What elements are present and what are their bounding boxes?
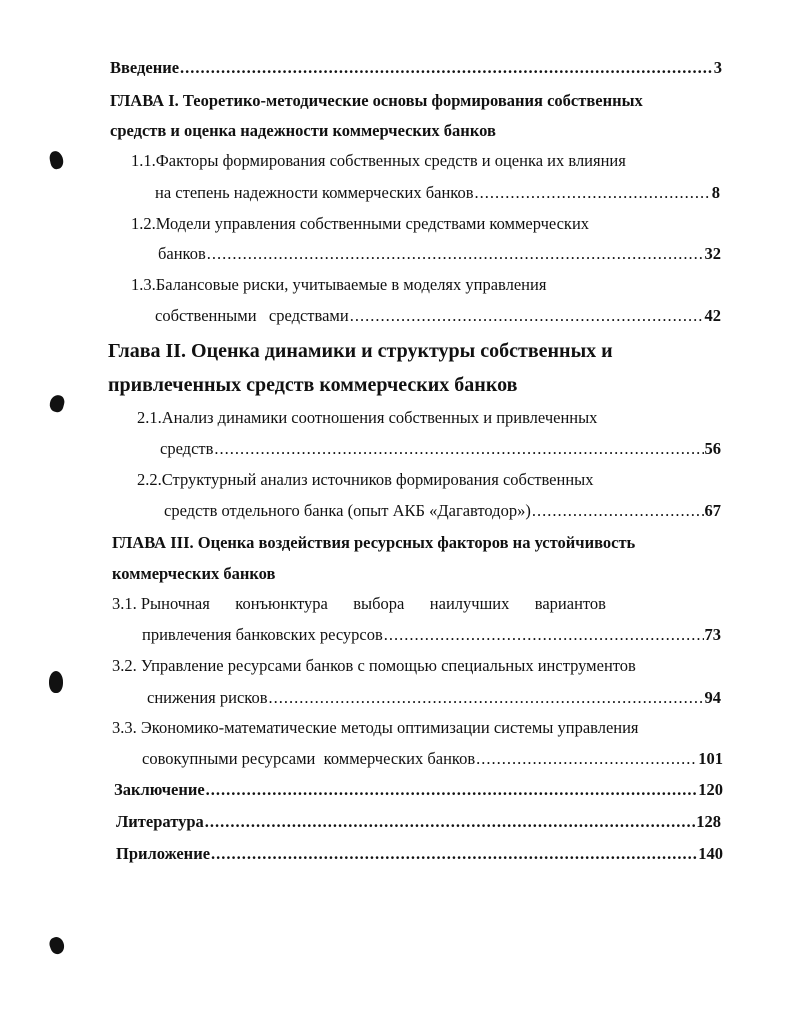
- toc-leader-dots: [211, 844, 697, 864]
- chapter-3-title-cont: коммерческих банков: [112, 564, 276, 583]
- toc-entry-label: Введение: [110, 58, 180, 77]
- chapter-1-title-cont: средств и оценка надежности коммерческих банков: [110, 121, 496, 140]
- toc-entry-label: Приложение: [116, 844, 211, 863]
- toc-page-number: 128: [696, 812, 721, 831]
- toc-word: 3.1. Рыночная: [112, 594, 210, 613]
- scan-punch-mark: [48, 150, 64, 170]
- toc-entry-conclusion: [114, 780, 723, 800]
- toc-page-number: 56: [704, 439, 721, 458]
- toc-word: конъюнктура: [235, 594, 328, 613]
- toc-leader-dots: [269, 688, 704, 708]
- toc-section-1-2-cont: [158, 244, 721, 264]
- toc-word: выбора: [353, 594, 405, 613]
- toc-page-number: 94: [704, 688, 721, 707]
- chapter-3-title: ГЛАВА III. Оценка воздействия ресурсных факторов на устойчивость: [112, 533, 636, 552]
- toc-page-number: 140: [698, 844, 723, 863]
- toc-section-3-3-cont: [142, 749, 723, 769]
- toc-section-3-2: 3.2. Управление ресурсами банков с помощью специальных инструментов: [112, 656, 636, 675]
- chapter-2-title: Глава II. Оценка динамики и структуры собственных и: [108, 340, 613, 362]
- toc-leader-dots: [475, 183, 711, 203]
- toc-section-2-2-cont: [164, 501, 721, 521]
- toc-section-3-1: [112, 594, 606, 614]
- toc-page-number: 120: [698, 780, 723, 799]
- toc-page-number: 67: [704, 501, 721, 520]
- toc-section-1-1: 1.1.Факторы формирования собственных средств и оценка их влияния: [131, 151, 626, 170]
- toc-section-2-2: 2.2.Структурный анализ источников формирования собственных: [137, 470, 594, 489]
- toc-leader-dots: [350, 306, 704, 326]
- toc-entry-label: Заключение: [114, 780, 205, 799]
- toc-entry-label: средств: [160, 439, 214, 458]
- scan-punch-mark: [48, 393, 66, 413]
- toc-entry-label: банков: [158, 244, 206, 263]
- toc-entry-label: снижения рисков: [147, 688, 268, 707]
- toc-entry-label: Литература: [116, 812, 204, 831]
- scan-punch-mark: [48, 935, 67, 956]
- chapter-1-title: ГЛАВА I. Теоретико-методические основы формирования собственных: [110, 91, 643, 110]
- chapter-2-title-cont: привлеченных средств коммерческих банков: [108, 374, 518, 396]
- toc-page-number: 32: [704, 244, 721, 263]
- toc-word: наилучших: [429, 594, 510, 613]
- toc-section-2-1-cont: [160, 439, 721, 459]
- toc-entry-intro: [110, 58, 722, 78]
- toc-section-3-3: 3.3. Экономико-математические методы оптимизации системы управления: [112, 718, 639, 737]
- toc-section-1-1-cont: [155, 183, 720, 203]
- toc-entry-label: привлечения банковских ресурсов: [142, 625, 383, 644]
- toc-entry-label: на степень надежности коммерческих банков: [155, 183, 474, 202]
- toc-word: вариантов: [534, 594, 606, 613]
- toc-leader-dots: [532, 501, 704, 521]
- toc-leader-dots: [384, 625, 704, 645]
- toc-page-number: 3: [713, 58, 722, 77]
- toc-section-3-2-cont: [147, 688, 721, 708]
- toc-page-number: 73: [704, 625, 721, 644]
- toc-leader-dots: [214, 439, 703, 459]
- toc-section-2-1: 2.1.Анализ динамики соотношения собственных и привлеченных: [137, 408, 598, 427]
- toc-page-number: 8: [711, 183, 720, 202]
- toc-section-1-3-cont: [155, 306, 721, 326]
- toc-section-3-1-cont: [142, 625, 721, 645]
- toc-entry-label: средств отдельного банка (опыт АКБ «Дагавтодор»): [164, 501, 531, 520]
- toc-entry-appendix: [116, 844, 723, 864]
- toc-leader-dots: [207, 244, 704, 264]
- toc-page-number: 42: [704, 306, 721, 325]
- toc-leader-dots: [180, 58, 713, 78]
- toc-entry-literature: [116, 812, 721, 832]
- toc-leader-dots: [476, 749, 697, 769]
- toc-leader-dots: [205, 812, 695, 832]
- toc-page-number: 101: [698, 749, 723, 768]
- toc-leader-dots: [206, 780, 698, 800]
- toc-section-1-2: 1.2.Модели управления собственными средствами коммерческих: [131, 214, 590, 233]
- scan-punch-mark: [49, 671, 63, 693]
- toc-entry-label: собственными средствами: [155, 306, 349, 325]
- toc-section-1-3: 1.3.Балансовые риски, учитываемые в моделях управления: [131, 275, 547, 294]
- toc-entry-label: совокупными ресурсами коммерческих банков: [142, 749, 476, 768]
